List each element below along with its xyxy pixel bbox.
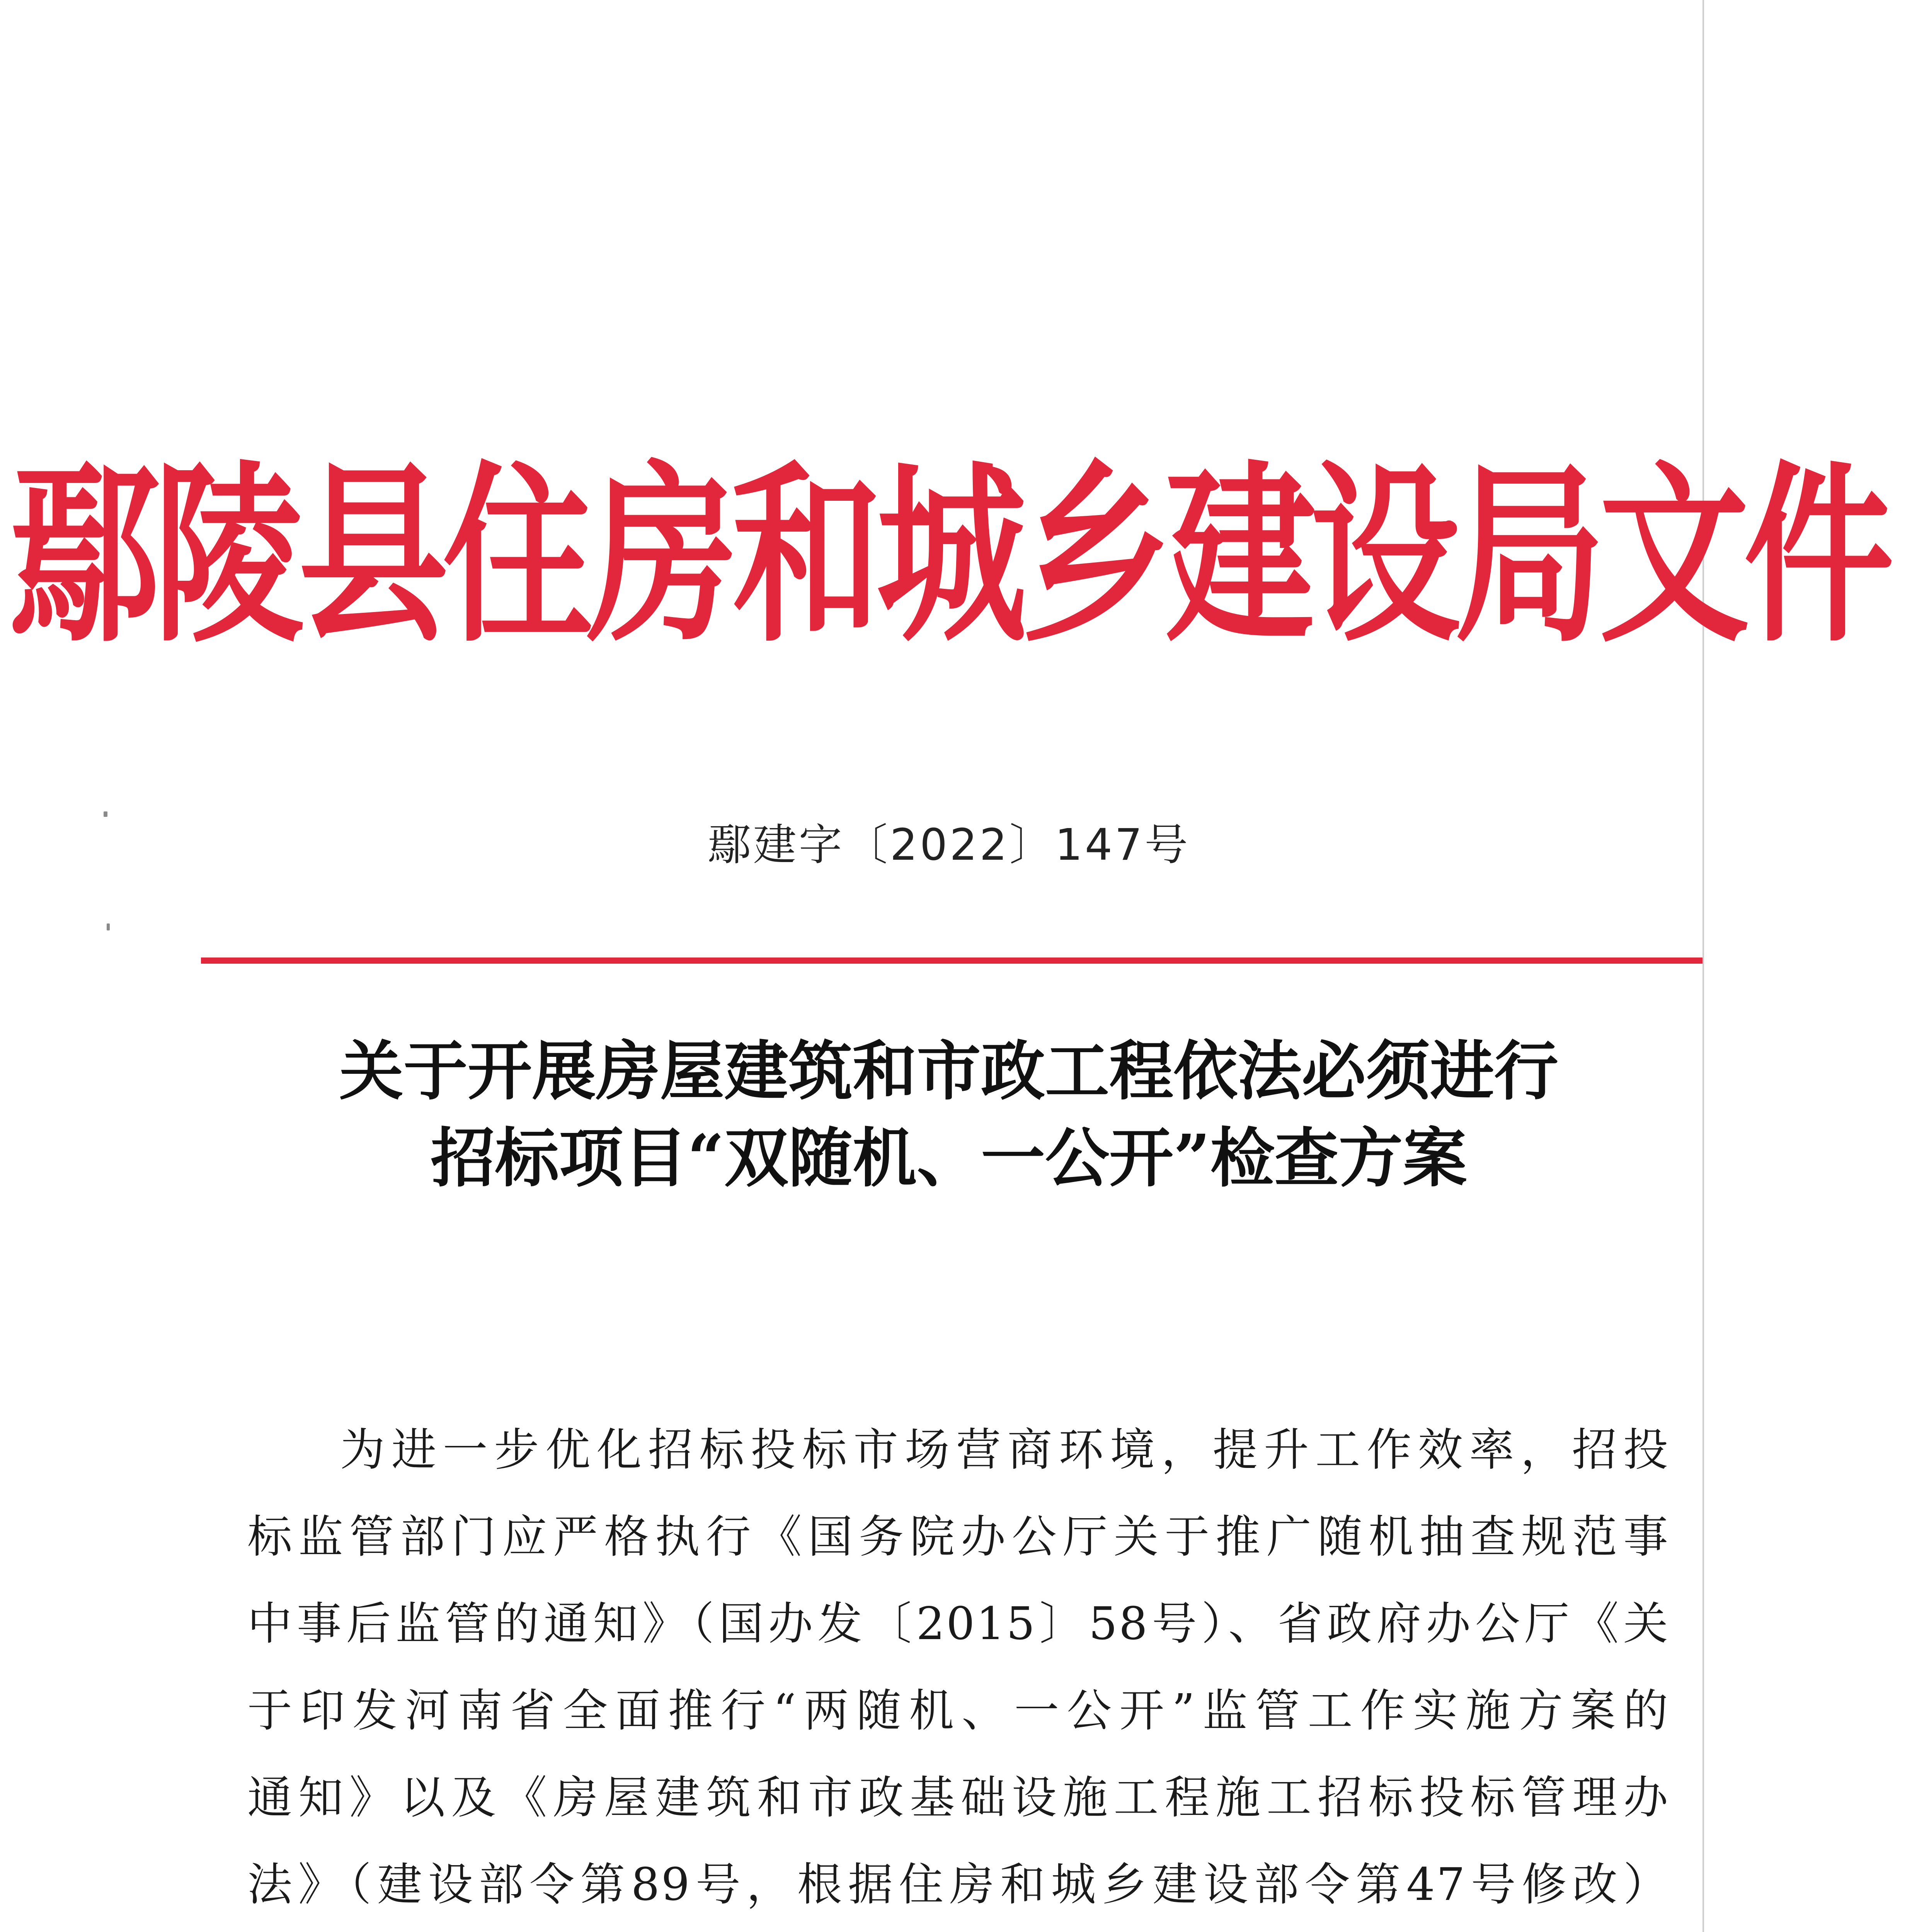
scan-page-edge [1702, 0, 1704, 1932]
document-title [186, 1028, 1712, 1202]
title-line: 关于开展房屋建筑和市政工程依法必须进行 [339, 1034, 1558, 1109]
body-line: 于印发河南省全面推行“两随机、一公开”监管工作实施方案的 [247, 1685, 1670, 1737]
issuer-header [9, 421, 1888, 692]
body-line: 中事后监管的通知》（国办发〔2015〕58号）、省政府办公厅《关 [247, 1598, 1670, 1650]
body-line [247, 1928, 1670, 1932]
body-paragraph [247, 1406, 1670, 1932]
document-number: 鄢建字〔2022〕147号 [707, 820, 1190, 870]
red-divider-rule [201, 957, 1702, 964]
issuer-title: 鄢陵县住房和城乡建设局文件 [9, 444, 1888, 668]
scan-speck [107, 923, 110, 930]
body-line: 通知》以及《房屋建筑和市政基础设施工程施工招标投标管理办 [247, 1772, 1670, 1824]
scan-speck [104, 811, 107, 817]
body-line: 法》（建设部令第89号，根据住房和城乡建设部令第47号修改） [247, 1859, 1670, 1911]
body-line: 为进一步优化招标投标市场营商环境，提升工作效率，招投 [340, 1424, 1670, 1476]
body-line: 标监管部门应严格执行《国务院办公厅关于推广随机抽查规范事 [247, 1511, 1670, 1563]
title-line: 招标项目“双随机、一公开”检查方案 [431, 1121, 1467, 1196]
